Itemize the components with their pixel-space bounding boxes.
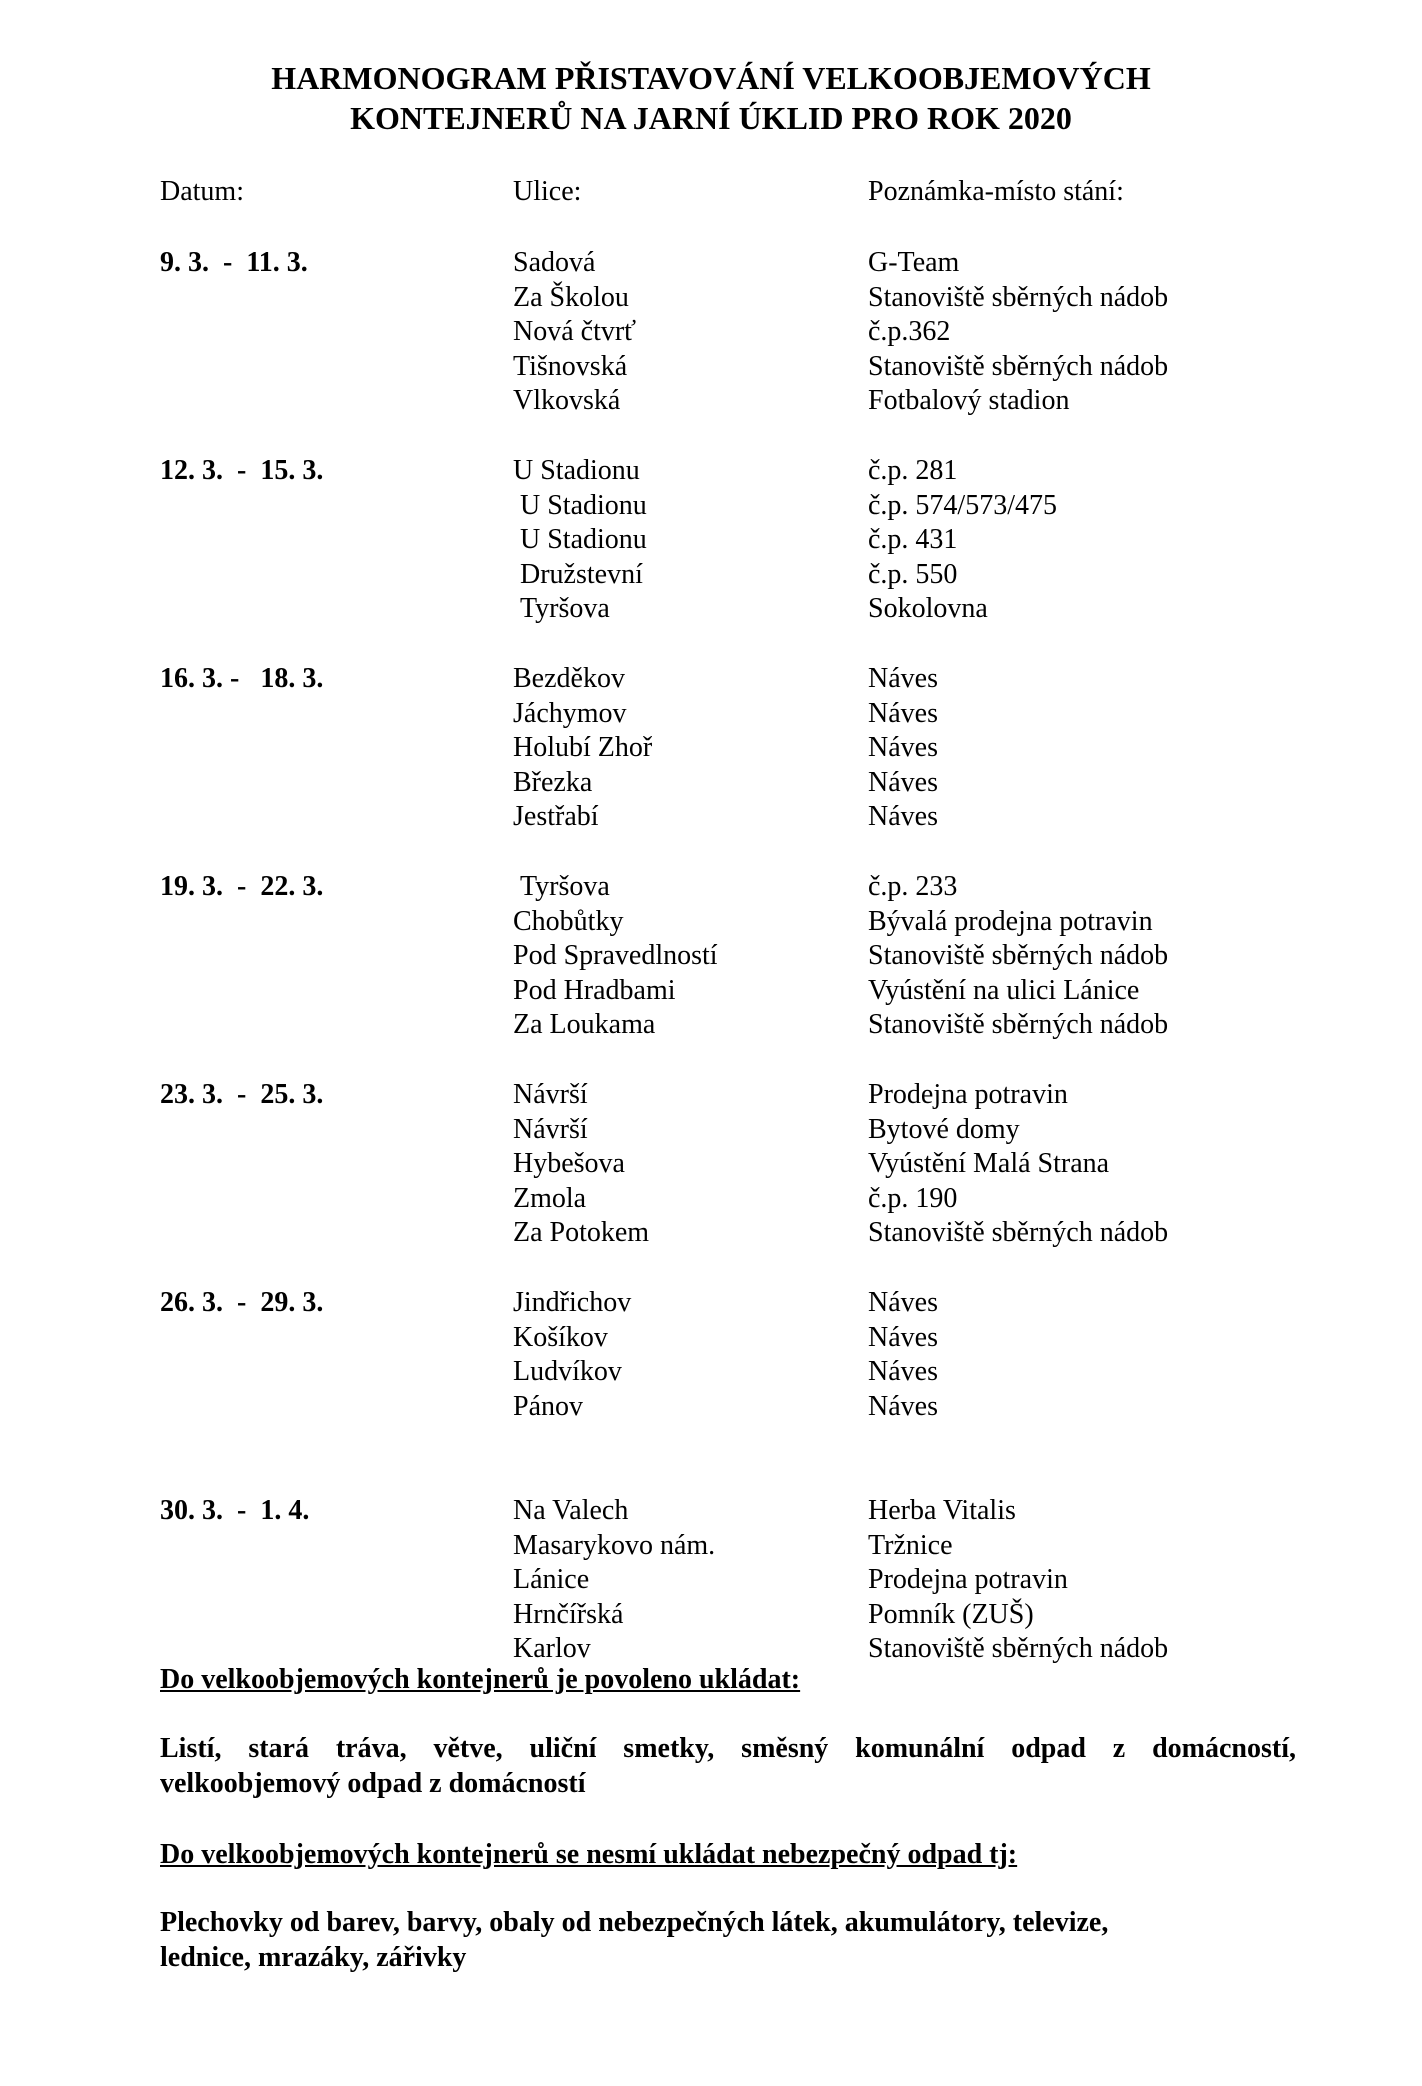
location-note: Bytové domy [868,1113,1020,1145]
location-note: č.p. 233 [868,871,958,902]
document-title-line-1: HARMONOGRAM PŘISTAVOVÁNÍ VELKOOBJEMOVÝCH [271,60,1151,96]
group-date: 30. 3. - 1. 4. [160,1495,310,1526]
schedule-group [0,662,1422,870]
forbidden-waste-line-2: lednice, mrazáky, zářivky [160,1941,467,1973]
street-name: Zmola [513,1182,587,1214]
location-note: Stanoviště sběrných nádob [868,350,1169,382]
location-note: Náves [868,1287,938,1318]
location-note: Náves [868,732,938,764]
allowed-waste-line-2: velkoobjemový odpad z domácností [160,1767,586,1799]
location-note: Náves [868,766,938,798]
document-title-line-2: KONTEJNERŮ NA JARNÍ ÚKLID PRO ROK 2020 [350,100,1072,136]
location-note: Herba Vitalis [868,1495,1016,1526]
schedule-row [0,905,1422,940]
location-note: Náves [868,801,938,833]
schedule-row [0,1321,1422,1356]
location-note: Stanoviště sběrných nádob [868,940,1169,972]
schedule-row [0,870,1422,905]
street-name: Vlkovská [513,385,621,417]
street-name: Pod Spravedlností [513,940,718,972]
schedule-group [0,1078,1422,1286]
street-name: Karlov [513,1633,591,1665]
schedule-row [0,974,1422,1009]
street-name: U Stadionu [520,524,647,556]
forbidden-waste-text [160,1906,1296,1975]
allowed-waste-line-1: Listí, stará tráva, větve, uliční smetky, směsný komunální odpad z domácností, [160,1733,1296,1764]
street-name: Nová čtvrť [513,316,637,348]
schedule-row [0,1390,1422,1425]
location-note: Prodejna potravin [868,1079,1068,1110]
schedule-row [0,1598,1422,1633]
schedule-row [0,281,1422,316]
group-date: 26. 3. - 29. 3. [160,1287,324,1318]
schedule-table [0,246,1422,1702]
street-name: Lánice [513,1564,590,1596]
schedule-row [0,662,1422,697]
schedule-row [0,1147,1422,1182]
location-note: č.p. 431 [868,524,958,556]
location-note: č.p. 574/573/475 [868,489,1057,521]
location-note: Tržnice [868,1529,953,1561]
header-note: Poznámka-místo stání: [868,176,1124,207]
schedule-row [0,1008,1422,1043]
schedule-row [0,939,1422,974]
street-name: Bezděkov [513,663,625,694]
location-note: Náves [868,697,938,729]
schedule-row [0,1494,1422,1529]
location-note: Prodejna potravin [868,1564,1068,1596]
street-name: Jáchymov [513,697,627,729]
street-name: Pánov [513,1390,583,1422]
schedule-group [0,870,1422,1078]
street-name: Za Školou [513,281,629,313]
location-note: Sokolovna [868,593,988,625]
location-note: Vyústění na ulici Lánice [868,974,1140,1006]
schedule-row [0,1078,1422,1113]
location-note: Stanoviště sběrných nádob [868,281,1169,313]
schedule-row [0,350,1422,385]
street-name: Jestřabí [513,801,599,833]
group-date: 23. 3. - 25. 3. [160,1079,324,1110]
schedule-row [0,592,1422,627]
schedule-row [0,766,1422,801]
schedule-row [0,454,1422,489]
schedule-row [0,1216,1422,1251]
group-date: 12. 3. - 15. 3. [160,455,324,486]
schedule-row [0,1182,1422,1217]
schedule-row [0,523,1422,558]
street-name: Návrší [513,1079,588,1110]
street-name: Hrnčířská [513,1598,624,1630]
group-date: 19. 3. - 22. 3. [160,871,324,902]
schedule-group [0,1286,1422,1494]
forbidden-waste-line-1: Plechovky od barev, barvy, obaly od nebezpečných látek, akumulátory, televize, [160,1907,1109,1938]
street-name: Chobůtky [513,905,624,937]
schedule-row [0,558,1422,593]
forbidden-waste-heading: Do velkoobjemových kontejnerů se nesmí ukládat nebezpečný odpad tj: [160,1839,1018,1870]
street-name: Tyršova [520,593,610,625]
schedule-group [0,454,1422,662]
schedule-row [0,384,1422,419]
location-note: Stanoviště sběrných nádob [868,1009,1169,1041]
location-note: Náves [868,663,938,694]
header-date: Datum: [160,176,244,207]
schedule-group [0,246,1422,454]
schedule-row [0,1632,1422,1667]
location-note: č.p. 281 [868,455,958,486]
street-name: Košíkov [513,1321,608,1353]
schedule-row [0,489,1422,524]
schedule-row [0,246,1422,281]
group-date: 9. 3. - 11. 3. [160,247,308,278]
location-note: Stanoviště sběrných nádob [868,1217,1169,1249]
schedule-row [0,1113,1422,1148]
location-note: Náves [868,1321,938,1353]
street-name: U Stadionu [520,489,647,521]
schedule-row [0,1286,1422,1321]
location-note: Náves [868,1356,938,1388]
schedule-row [0,1529,1422,1564]
location-note: Náves [868,1390,938,1422]
location-note: Fotbalový stadion [868,385,1070,417]
street-name: Za Loukama [513,1009,656,1041]
location-note: Vyústění Malá Strana [868,1148,1110,1180]
street-name: Tyršova [520,871,610,902]
street-name: Družstevní [520,558,643,590]
allowed-waste-text [160,1732,1296,1801]
schedule-row [0,731,1422,766]
street-name: Ludvíkov [513,1356,622,1388]
location-note: Pomník (ZUŠ) [868,1598,1034,1630]
street-name: Masarykovo nám. [513,1529,716,1561]
street-name: Na Valech [513,1495,629,1526]
street-name: Za Potokem [513,1217,650,1249]
street-name: Jindřichov [513,1287,632,1318]
allowed-waste-heading: Do velkoobjemových kontejnerů je povoleno ukládat: [160,1664,801,1695]
street-name: U Stadionu [513,455,640,486]
schedule-row [0,1563,1422,1598]
street-name: Březka [513,766,593,798]
location-note: č.p. 190 [868,1182,958,1214]
street-name: Hybešova [513,1148,625,1180]
street-name: Holubí Zhoř [513,732,653,764]
schedule-row [0,1355,1422,1390]
street-name: Pod Hradbami [513,974,676,1006]
street-name: Sadová [513,247,596,278]
location-note: Bývalá prodejna potravin [868,905,1153,937]
header-street: Ulice: [513,176,582,207]
schedule-row [0,800,1422,835]
schedule-row [0,697,1422,732]
street-name: Tišnovská [513,350,628,382]
location-note: č.p. 550 [868,558,958,590]
street-name: Návrší [513,1113,588,1145]
location-note: č.p.362 [868,316,951,348]
group-date: 16. 3. - 18. 3. [160,663,324,694]
location-note: Stanoviště sběrných nádob [868,1633,1169,1665]
schedule-row [0,315,1422,350]
location-note: G-Team [868,247,960,278]
